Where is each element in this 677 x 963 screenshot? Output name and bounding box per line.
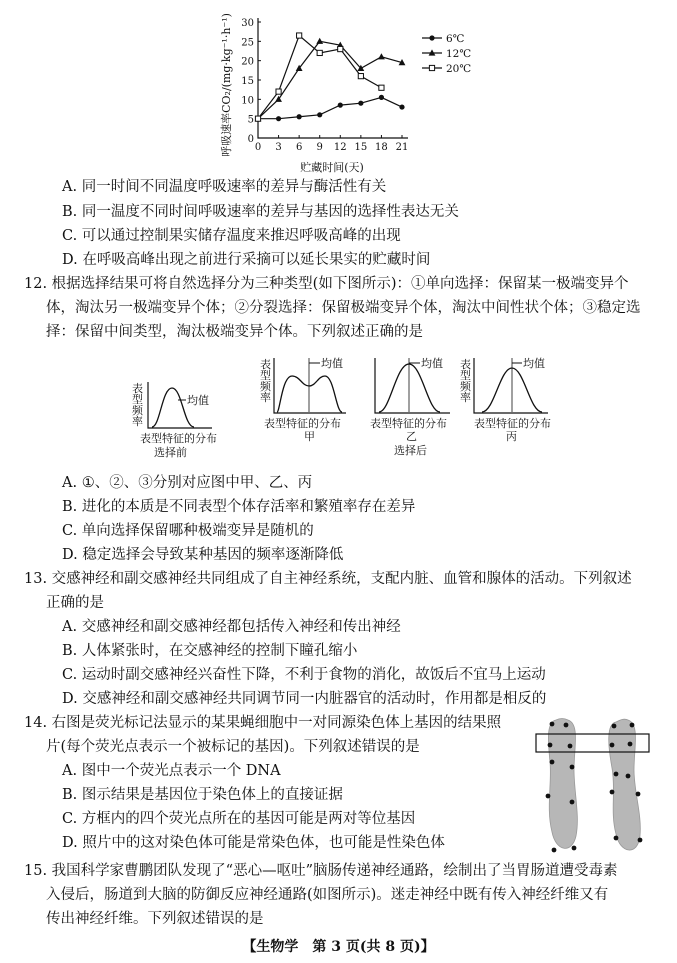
label-after-selection: 选择后 (394, 444, 427, 457)
legend-label: 20℃ (446, 63, 472, 75)
q15-stem-line2: 入侵后，肠道到大脑的防御反应神经通路(如图所示)。迷走神经中既有传入神经纤维又有 (46, 887, 609, 903)
x-tick-label: 6 (295, 142, 303, 153)
x-tick-label: 21 (395, 142, 409, 153)
q12-stem-line3: 择：保留中间类型，淘汰极端变异个体。下列叙述正确的是 (46, 324, 423, 340)
x-tick-label: 12 (333, 142, 347, 153)
q14-option-c: C. 方框内的四个荧光点所在的基因可能是两对等位基因 (62, 811, 416, 827)
q15-stem-line3: 传出神经纤维。下列叙述错误的是 (46, 911, 264, 927)
data-point (276, 116, 281, 121)
panel-before-ylabel-2: 型 (132, 393, 143, 406)
panel-before-mean: 均值 (187, 394, 209, 407)
data-point (358, 101, 363, 106)
data-point (338, 46, 343, 51)
y-tick-label: 20 (241, 56, 254, 68)
data-point (399, 104, 404, 109)
data-point (255, 116, 260, 121)
y-tick-label: 0 (247, 134, 254, 145)
panel-yi-xlabel: 表型特征的分布 (370, 417, 447, 430)
y-tick-label: 25 (241, 37, 254, 49)
q13-stem-line2: 正确的是 (46, 595, 104, 611)
panel-jia-mean: 均值 (321, 357, 343, 370)
x-tick-label: 9 (316, 142, 323, 153)
q13-option-b: B. 人体紧张时，在交感神经的控制下瞳孔缩小 (62, 643, 358, 659)
legend-marker (429, 35, 434, 40)
q13-stem-line1: 13. 交感神经和副交感神经共同组成了自主神经系统，支配内脏、血管和腺体的活动。下列叙述 (24, 571, 632, 587)
panel-before (132, 381, 217, 459)
q13-option-a: A. 交感神经和副交感神经都包括传入神经和传出神经 (62, 619, 401, 635)
panel-bing-mean: 均值 (523, 357, 545, 370)
panel-jia-ylabel-2: 型 (260, 369, 271, 382)
y-tick-label: 15 (241, 76, 254, 87)
selection-figure (120, 350, 560, 475)
q12-option-c: C. 单向选择保留哪种极端变异是随机的 (62, 523, 314, 539)
panel-jia (260, 356, 346, 443)
panel-bing (460, 356, 551, 443)
data-point (297, 114, 302, 119)
q11-option-a: A. 同一时间不同温度呼吸速率的差异与酶活性有关 (62, 179, 387, 195)
series-2 (255, 38, 406, 122)
chromosome-photo (530, 712, 660, 862)
data-point (297, 33, 302, 38)
q14-option-d: D. 照片中的这对染色体可能是常染色体，也可能是性染色体 (62, 835, 445, 851)
q14-option-b: B. 图示结果是基因位于染色体上的直接证据 (62, 787, 343, 803)
label-before-selection: 选择前 (154, 446, 187, 459)
q13-option-d: D. 交感神经和副交感神经共同调节同一内脏器官的活动时，作用都是相反的 (62, 691, 547, 707)
chromosome-right (609, 719, 641, 850)
panel-bing-ylabel-2: 型 (460, 369, 471, 382)
panel-bing-xlabel: 表型特征的分布 (474, 417, 551, 430)
data-point (379, 95, 384, 100)
panel-before-ylabel-3: 频 (132, 404, 143, 417)
data-point (317, 112, 322, 117)
x-tick-label: 15 (354, 142, 368, 153)
panel-before-ylabel-1: 表 (132, 382, 143, 395)
panel-yi (370, 356, 450, 457)
series-3 (255, 33, 384, 121)
legend-label: 6℃ (446, 33, 465, 45)
data-point (378, 53, 385, 59)
chromosome-left (548, 719, 577, 849)
chart-legend (422, 33, 471, 75)
label-bing: 丙 (506, 430, 517, 443)
data-point (379, 85, 384, 90)
panel-bing-ylabel-3: 频 (460, 380, 471, 393)
q12-stem-line2: 体，淘汰另一极端变异个体；②分裂选择：保留极端变异个体，淘汰中间性状个体；③稳定选 (46, 300, 641, 316)
panel-bing-ylabel-1: 表 (460, 358, 471, 371)
q12-stem-line1: 12. 根据选择结果可将自然选择分为三种类型(如下图所示)：①单向选择：保留某一极端变异个 (24, 276, 629, 292)
q15-stem-line1: 15. 我国科学家曹鹏团队发现了“恶心—呕吐”脑肠传递神经通路，绘制出了当胃肠道遭受毒素 (24, 863, 618, 879)
label-jia: 甲 (304, 430, 315, 443)
y-tick-label: 30 (241, 18, 254, 29)
label-yi: 乙 (406, 430, 417, 443)
data-point (317, 50, 322, 55)
legend-label: 12℃ (446, 48, 472, 60)
data-point (316, 38, 323, 44)
x-tick-label: 18 (375, 142, 388, 153)
panel-before-xlabel: 表型特征的分布 (140, 432, 217, 445)
chart-marks (255, 33, 406, 121)
panel-jia-ylabel-1: 表 (260, 358, 271, 371)
x-tick-label: 3 (275, 142, 282, 153)
q11-option-c: C. 可以通过控制果实储存温度来推迟呼吸高峰的出现 (62, 228, 401, 244)
data-point (276, 89, 281, 94)
q14-stem-line2: 片(每个荧光点表示一个被标记的基因)。下列叙述错误的是 (46, 739, 420, 755)
panel-before-ylabel-4: 率 (132, 415, 143, 428)
q13-option-c: C. 运动时副交感神经兴奋性下降，不利于食物的消化，故饭后不宜马上运动 (62, 667, 546, 683)
q12-option-a: A. ①、②、③分别对应图中甲、乙、丙 (62, 475, 313, 491)
panel-bing-ylabel-4: 率 (460, 391, 471, 404)
data-point (358, 74, 363, 79)
page-footer: 【生物学 第 3 页(共 8 页)】 (242, 939, 435, 955)
legend-marker (429, 65, 434, 70)
panel-jia-ylabel-4: 率 (260, 391, 271, 404)
panel-jia-xlabel: 表型特征的分布 (264, 417, 341, 430)
data-point (338, 103, 343, 108)
q12-option-d: D. 稳定选择会导致某种基因的频率逐渐降低 (62, 547, 344, 563)
q14-stem-line1: 14. 右图是荧光标记法显示的某果蝇细胞中一对同源染色体上基因的结果照 (24, 715, 502, 731)
q14-option-a: A. 图中一个荧光点表示一个 DNA (62, 763, 281, 779)
q11-option-b: B. 同一温度不同时间呼吸速率的差异与基因的选择性表达无关 (62, 204, 459, 220)
chart-xlabel: 贮藏时间(天) (300, 161, 364, 174)
panel-yi-mean: 均值 (421, 357, 443, 370)
y-tick-label: 5 (247, 114, 254, 126)
chart-ylabel: 呼吸速率CO₂/(mg·kg⁻¹·h⁻¹) (220, 13, 233, 157)
series-line (258, 41, 402, 118)
panel-jia-ylabel-3: 频 (260, 380, 271, 393)
x-tick-label: 0 (254, 142, 262, 153)
q12-option-b: B. 进化的本质是不同表型个体存活率和繁殖率存在差异 (62, 499, 416, 515)
q11-option-d: D. 在呼吸高峰出现之前进行采摘可以延长果实的贮藏时间 (62, 252, 431, 268)
respiration-chart (200, 10, 490, 175)
y-tick-label: 10 (241, 95, 254, 107)
